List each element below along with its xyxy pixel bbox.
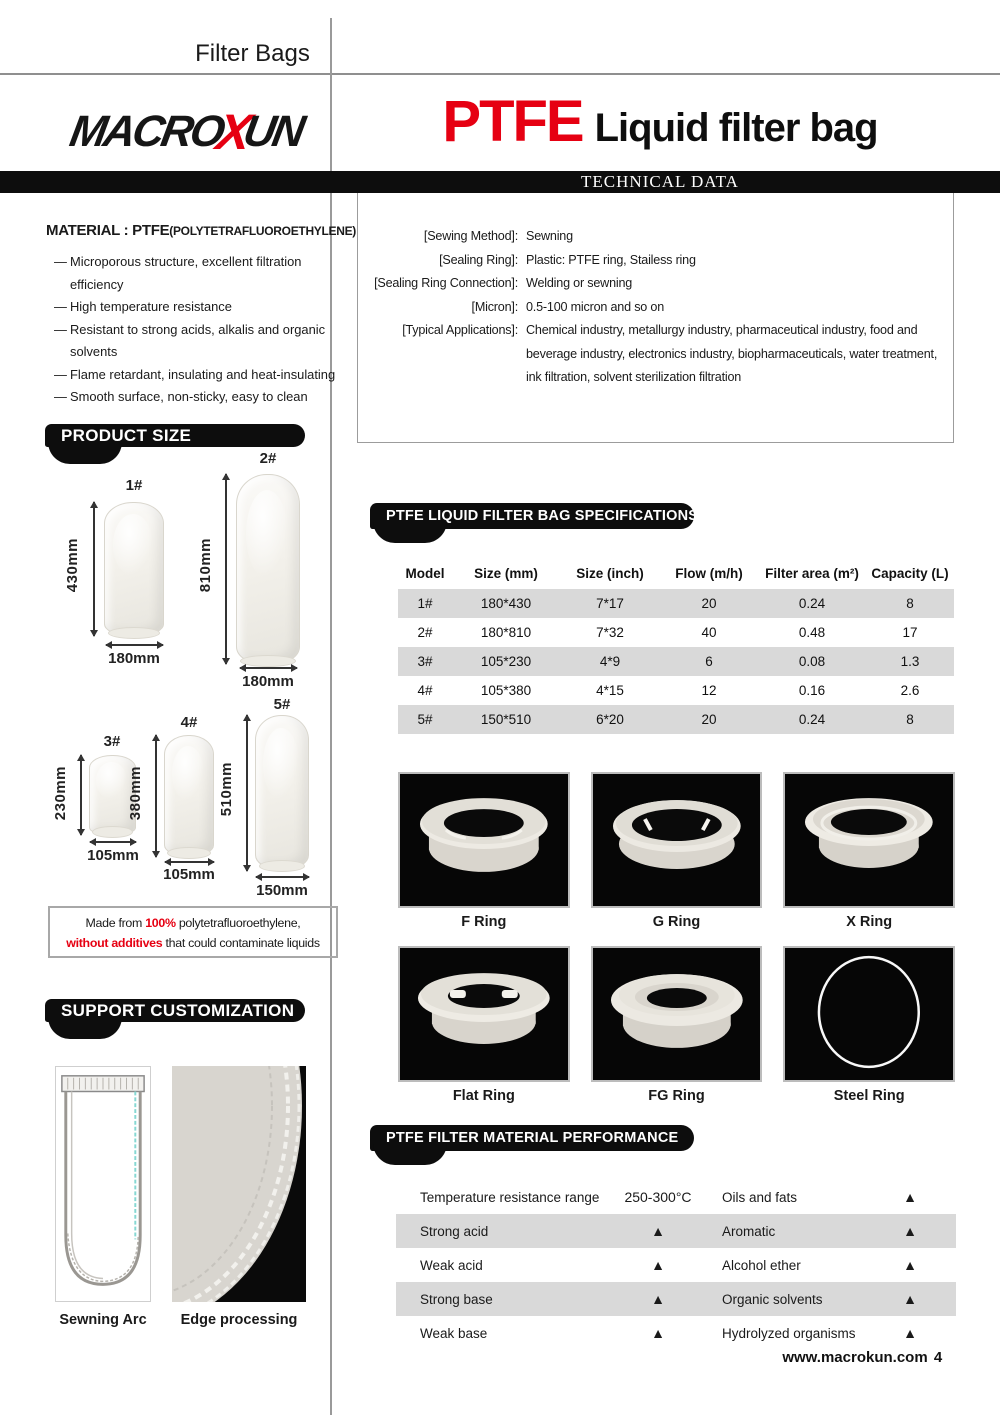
perf-label: Alcohol ether: [722, 1257, 801, 1273]
spec-cell: 150*510: [480, 712, 532, 727]
spec-table: [398, 557, 954, 734]
width-dimension-arrow: [165, 861, 214, 863]
spec-header-cell: Capacity (L): [871, 565, 949, 581]
width-dimension-arrow: [240, 667, 297, 669]
page-title: Filter Bags: [195, 40, 310, 67]
height-dimension-arrow: [246, 715, 248, 871]
tech-row: [358, 225, 953, 249]
spec-header-cell: Filter area (m²): [765, 565, 859, 581]
tech-label: [Sealing Ring]:: [439, 252, 518, 267]
logo-text-left: MACRO: [66, 107, 227, 156]
edge-processing-drawing: [172, 1066, 306, 1302]
bag-height-label: 230mm: [52, 766, 69, 821]
width-dimension-arrow: [106, 644, 163, 646]
bag-model-tag: 1#: [125, 477, 143, 494]
note-highlight: 100%: [145, 916, 176, 930]
material-heading-main: MATERIAL : PTFE: [46, 222, 170, 239]
spec-cell: 180*810: [480, 625, 532, 640]
spec-cell: 2#: [417, 625, 433, 640]
spec-cell: 20: [701, 596, 717, 611]
ring-cell: [591, 946, 763, 1120]
macrokun-logo: [53, 102, 320, 162]
material-heading-paren: (POLYTETRAFLUOROETHYLENE): [169, 224, 357, 238]
performance-row: [396, 1180, 956, 1214]
ring-caption: FG Ring: [648, 1088, 705, 1104]
bullet-dash: —: [54, 254, 67, 269]
spec-cell: 0.24: [798, 712, 826, 727]
perf-label: Oils and fats: [722, 1189, 798, 1205]
note-text: that could contaminate liquids: [162, 935, 320, 950]
width-dimension-arrow: [256, 876, 309, 878]
logo-x-mark: X: [212, 104, 253, 160]
spec-header-row: [398, 557, 954, 589]
sewning-arc-caption: Sewning Arc: [59, 1312, 147, 1328]
bullet-dash: —: [54, 321, 67, 337]
note-highlight: without additives: [66, 935, 163, 950]
perf-label: Organic solvents: [722, 1291, 823, 1307]
perf-value: ▲: [651, 1291, 665, 1307]
logo-text-right: UN: [239, 107, 306, 156]
tech-label: [Sewing Method]:: [423, 229, 518, 243]
bullet-dash: —: [54, 299, 67, 315]
material-section: [46, 222, 357, 409]
bag-outline-drawing: [56, 1067, 150, 1298]
perf-value: 250-300°C: [624, 1189, 692, 1205]
tech-value: Chemical industry, metallurgy industry, pharmaceutical industry, food and beverage industry, electronics industry, biopharmaceuticals, water treatment, ink filtration, solvent sterilization filtration: [526, 323, 938, 384]
spec-cell: 5#: [417, 712, 433, 727]
edge-processing-caption: Edge processing: [180, 1312, 298, 1328]
spec-header-cell: Size (inch): [576, 565, 644, 581]
spec-banner: PTFE LIQUID FILTER BAG SPECIFICATIONS: [370, 503, 694, 529]
spec-cell: 105*380: [480, 683, 532, 698]
performance-table: [396, 1180, 956, 1350]
performance-banner: PTFE FILTER MATERIAL PERFORMANCE: [370, 1125, 694, 1151]
product-title-ptfe: PTFE: [442, 89, 583, 154]
note-text: Made from: [85, 916, 146, 930]
perf-value: ▲: [903, 1223, 917, 1239]
ring-caption: F Ring: [461, 914, 507, 930]
ring-cell: [398, 772, 570, 946]
header-divider: [0, 73, 1000, 75]
tech-value: Sewning: [526, 229, 573, 243]
spec-cell: 7*32: [596, 625, 624, 640]
perf-value: ▲: [903, 1189, 917, 1205]
bullet-text: Flame retardant, insulating and heat-insulating: [70, 366, 336, 382]
tech-row: [358, 319, 953, 390]
fg-ring-photo: [591, 946, 763, 1082]
bag-width-label: 150mm: [256, 882, 308, 899]
ring-cell: [591, 772, 763, 946]
material-bullets: [46, 251, 340, 409]
f-ring-photo: [398, 772, 570, 908]
bag-height-label: 510mm: [218, 762, 235, 817]
material-heading: [46, 222, 357, 239]
spec-cell: 2.6: [900, 683, 920, 698]
perf-label: Weak acid: [420, 1257, 483, 1273]
tech-value: 0.5-100 micron and so on: [526, 299, 665, 314]
bag-model-tag: 5#: [273, 696, 291, 713]
material-bullet: [46, 296, 340, 319]
material-bullet: [46, 386, 340, 409]
perf-label: Aromatic: [722, 1223, 776, 1239]
ring-caption: G Ring: [652, 914, 701, 930]
sewning-arc-drawing: [55, 1066, 151, 1302]
height-dimension-arrow: [93, 502, 95, 636]
ring-cell: [783, 772, 955, 946]
filter-bag-image: [236, 474, 300, 664]
bag-height-label: 430mm: [64, 538, 81, 593]
footer-website: www.macrokun.com: [782, 1349, 928, 1366]
spec-cell: 180*430: [480, 596, 532, 611]
sealing-rings-grid: [398, 772, 955, 1120]
spec-cell: 4*15: [596, 683, 624, 698]
ring-cell: [398, 946, 570, 1120]
spec-header-cell: Model: [405, 565, 445, 581]
support-customization-banner: SUPPORT CUSTOMIZATION: [45, 999, 305, 1022]
spec-cell: 0.08: [798, 654, 826, 669]
ring-caption: Flat Ring: [452, 1088, 515, 1104]
tech-row: [358, 296, 953, 320]
spec-cell: 1#: [417, 596, 433, 611]
perf-value: ▲: [651, 1223, 665, 1239]
edge-processing-photo: [172, 1066, 306, 1302]
purity-note: [48, 906, 338, 958]
bag-model-tag: 3#: [103, 733, 121, 750]
tech-row: [358, 272, 953, 296]
bullet-dash: —: [54, 389, 67, 405]
perf-label: Hydrolyzed organisms: [722, 1325, 856, 1341]
bag-height-label: 810mm: [197, 538, 214, 593]
tech-row: [358, 249, 953, 273]
material-bullet: [46, 251, 340, 296]
perf-label: Temperature resistance range: [420, 1189, 600, 1205]
bullet-text: Microporous structure, excellent filtration efficiency: [70, 254, 302, 292]
spec-header-cell: Size (mm): [474, 565, 538, 581]
spec-header-cell: Flow (m/h): [675, 565, 743, 581]
ring-caption: X Ring: [846, 914, 893, 930]
product-title: [360, 88, 960, 164]
bag-width-label: 180mm: [108, 650, 160, 667]
spec-row: [398, 705, 954, 734]
spec-cell: 8: [906, 596, 914, 611]
spec-cell: 6*20: [596, 712, 624, 727]
footer-page-number: 4: [933, 1349, 943, 1366]
note-text: polytetrafluoroethylene,: [175, 916, 301, 930]
perf-label: Weak base: [420, 1325, 488, 1341]
bag-model-tag: 2#: [259, 450, 277, 467]
ring-caption: Steel Ring: [833, 1088, 905, 1104]
x-ring-photo: [783, 772, 955, 908]
spec-cell: 0.16: [798, 683, 826, 698]
tech-value: Welding or sewning: [526, 276, 633, 290]
tech-value: Plastic: PTFE ring, Stailess ring: [526, 252, 696, 267]
spec-cell: 1.3: [900, 654, 920, 669]
spec-cell: 8: [906, 712, 914, 727]
bullet-text: Resistant to strong acids, alkalis and organic solvents: [70, 321, 326, 360]
spec-row: [398, 589, 954, 618]
tech-label: [Typical Applications]:: [402, 323, 518, 337]
perf-label: Strong base: [420, 1291, 493, 1307]
spec-row: [398, 618, 954, 647]
spec-cell: 17: [902, 625, 918, 640]
height-dimension-arrow: [155, 735, 157, 857]
spec-cell: 0.24: [798, 596, 826, 611]
performance-row: [396, 1214, 956, 1248]
performance-row: [396, 1282, 956, 1316]
steel-ring-photo: [783, 946, 955, 1082]
performance-row: [396, 1248, 956, 1282]
perf-value: ▲: [903, 1257, 917, 1273]
material-bullet: [46, 319, 340, 364]
material-bullet: [46, 364, 340, 387]
spec-cell: 3#: [417, 654, 433, 669]
filter-bag-image: [255, 715, 309, 869]
bag-height-label: 380mm: [127, 766, 144, 821]
filter-bag-image: [104, 502, 164, 636]
g-ring-photo: [591, 772, 763, 908]
technical-data-box: [357, 193, 954, 443]
width-dimension-arrow: [90, 841, 136, 843]
spec-row: [398, 647, 954, 676]
spec-cell: 40: [701, 625, 717, 640]
spec-cell: 4*9: [599, 654, 621, 669]
bullet-text: High temperature resistance: [70, 299, 232, 315]
perf-value: ▲: [903, 1325, 917, 1341]
product-title-name: Liquid filter bag: [594, 106, 878, 150]
bag-width-label: 180mm: [242, 673, 294, 690]
bullet-dash: —: [54, 366, 67, 382]
technical-data-label: TECHNICAL DATA: [581, 172, 739, 191]
bag-model-tag: 4#: [180, 714, 198, 731]
spec-cell: 12: [701, 683, 717, 698]
perf-value: ▲: [651, 1325, 665, 1341]
spec-cell: 105*230: [480, 654, 532, 669]
bag-width-label: 105mm: [163, 866, 215, 883]
ring-cell: [783, 946, 955, 1120]
filter-bag-image: [164, 735, 214, 856]
spec-cell: 0.48: [798, 625, 826, 640]
spec-row: [398, 676, 954, 705]
spec-cell: 20: [701, 712, 717, 727]
spec-cell: 6: [705, 654, 713, 669]
perf-label: Strong acid: [420, 1223, 489, 1239]
flat-ring-photo: [398, 946, 570, 1082]
bag-width-label: 105mm: [87, 847, 139, 864]
height-dimension-arrow: [80, 755, 82, 835]
spec-cell: 4#: [417, 683, 433, 698]
bullet-text: Smooth surface, non-sticky, easy to clean: [70, 389, 308, 405]
tech-label: [Micron]:: [471, 299, 518, 314]
technical-data-bar: [0, 171, 1000, 193]
performance-row: [396, 1316, 956, 1350]
spec-cell: 7*17: [596, 596, 624, 611]
height-dimension-arrow: [225, 474, 227, 664]
perf-value: ▲: [651, 1257, 665, 1273]
perf-value: ▲: [903, 1291, 917, 1307]
tech-label: [Sealing Ring Connection]:: [374, 276, 518, 290]
product-size-banner: PRODUCT SIZE: [45, 424, 305, 447]
